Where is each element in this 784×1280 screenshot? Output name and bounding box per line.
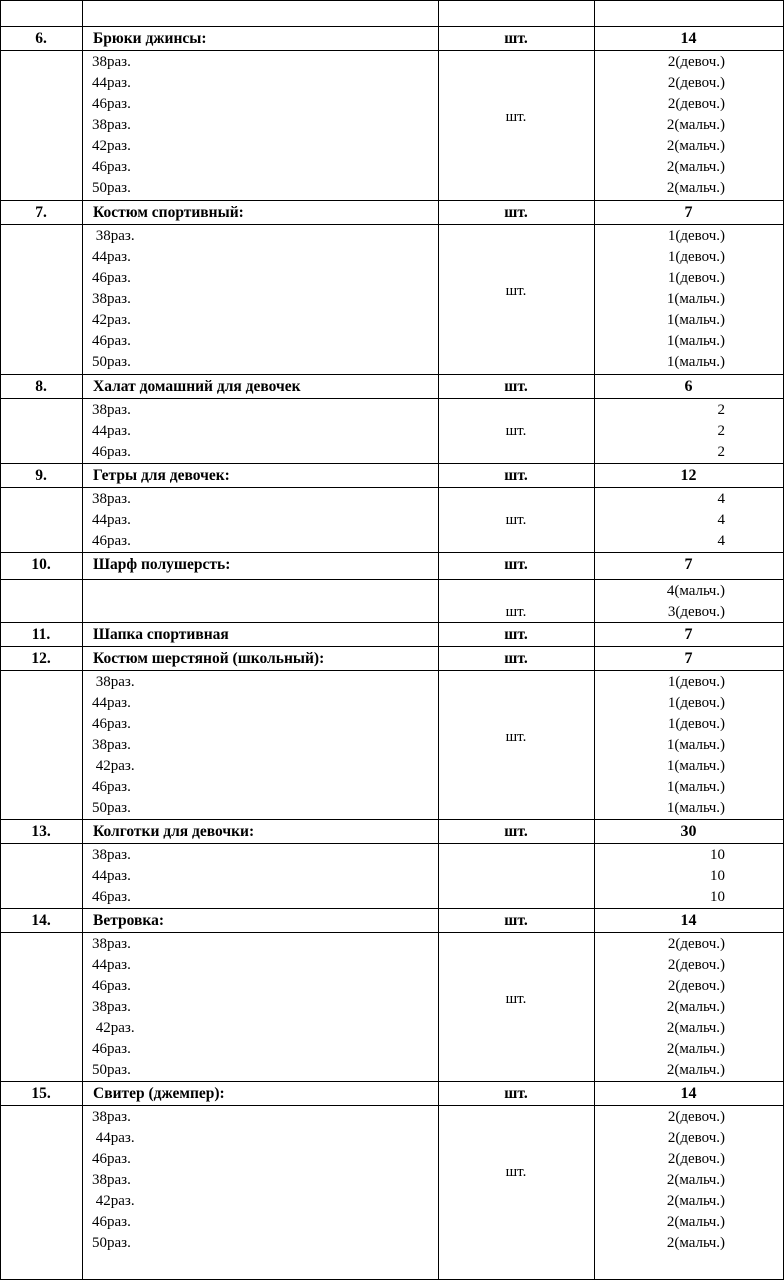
size-label: 44раз. [92,957,131,973]
item-total: 7 [684,556,693,573]
size-label: 38раз. [92,228,135,244]
table-top-rule [0,0,784,1]
row-rule [0,670,784,671]
row-rule [0,843,784,844]
quantity-value: 2(девоч.) [667,957,725,973]
item-name: Ветровка: [93,912,164,929]
item-name: Брюки джинсы: [93,30,207,47]
quantity-value: 4(мальч.) [666,583,725,599]
row-rule [0,819,784,820]
item-total: 14 [680,1085,697,1102]
item-number: 10. [31,556,51,573]
quantity-value: 1(мальч.) [666,291,725,307]
row-rule [0,1105,784,1106]
quantity-value: 2(мальч.) [666,1214,725,1230]
quantity-value: 1(мальч.) [666,779,725,795]
quantity-value: 1(мальч.) [666,354,725,370]
row-rule [0,398,784,399]
quantity-value: 2(девоч.) [667,936,725,952]
item-name: Шапка спортивная [93,626,229,643]
size-label: 42раз. [92,138,131,154]
row-rule [0,908,784,909]
size-label: 50раз. [92,1235,131,1251]
detail-unit: шт. [505,991,527,1007]
row-rule [0,646,784,647]
size-label: 46раз. [92,159,131,175]
quantity-value: 1(мальч.) [666,312,725,328]
item-number: 9. [35,467,47,484]
size-label: 42раз. [92,758,135,774]
item-unit: шт. [504,1085,528,1102]
item-total: 14 [680,30,697,47]
item-total: 7 [684,626,693,643]
quantity-value: 10 [710,889,725,905]
size-label: 44раз. [92,1130,135,1146]
quantity-value: 2(девоч.) [667,1109,725,1125]
size-label: 44раз. [92,75,131,91]
quantity-value: 2(мальч.) [666,138,725,154]
quantity-value: 2(мальч.) [666,180,725,196]
item-name: Колготки для девочки: [93,823,255,840]
item-total: 7 [684,204,693,221]
quantity-value: 2(девоч.) [667,978,725,994]
quantity-value: 10 [710,847,725,863]
item-number: 14. [31,912,51,929]
size-label: 42раз. [92,1020,135,1036]
item-number: 13. [31,823,51,840]
size-label: 50раз. [92,354,131,370]
row-rule [0,579,784,580]
item-total: 14 [680,912,697,929]
row-rule [0,1081,784,1082]
item-number: 7. [35,204,47,221]
row-rule [0,463,784,464]
size-label: 46раз. [92,716,131,732]
item-name: Свитер (джемпер): [93,1085,225,1102]
item-unit: шт. [504,467,528,484]
size-label: 38раз. [92,936,131,952]
size-label: 38раз. [92,674,135,690]
quantity-value: 1(девоч.) [667,228,725,244]
detail-unit: шт. [505,729,527,745]
quantity-value: 2(мальч.) [666,999,725,1015]
size-label: 38раз. [92,1172,131,1188]
size-label: 46раз. [92,889,131,905]
quantity-value: 2(девоч.) [667,1130,725,1146]
quantity-value: 1(девоч.) [667,695,725,711]
item-unit: шт. [504,823,528,840]
quantity-value: 2(мальч.) [666,1172,725,1188]
quantity-value: 4 [717,533,725,549]
quantity-value: 1(мальч.) [666,737,725,753]
size-label: 38раз. [92,1109,131,1125]
item-unit: шт. [504,650,528,667]
size-label: 50раз. [92,800,131,816]
size-label: 46раз. [92,1151,131,1167]
size-label: 38раз. [92,291,131,307]
size-label: 44раз. [92,249,131,265]
size-label: 38раз. [92,999,131,1015]
quantity-value: 1(девоч.) [667,674,725,690]
row-rule [0,26,784,27]
size-label: 46раз. [92,1041,131,1057]
item-number: 12. [31,650,51,667]
item-total: 7 [684,650,693,667]
row-rule [0,487,784,488]
size-label: 46раз. [92,333,131,349]
quantity-value: 1(девоч.) [667,270,725,286]
size-label: 50раз. [92,180,131,196]
item-name: Костюм шерстяной (школьный): [93,650,325,667]
detail-unit: шт. [505,423,527,439]
quantity-value: 1(девоч.) [667,249,725,265]
quantity-value: 2(девоч.) [667,1151,725,1167]
size-label: 38раз. [92,402,131,418]
quantity-value: 2(девоч.) [667,75,725,91]
row-rule [0,374,784,375]
row-rule [0,224,784,225]
detail-unit: шт. [505,109,527,125]
detail-unit: шт. [505,512,527,528]
item-unit: шт. [504,912,528,929]
size-label: 46раз. [92,270,131,286]
item-name: Шарф полушерсть: [93,556,231,573]
quantity-value: 1(мальч.) [666,333,725,349]
quantity-value: 2(мальч.) [666,1041,725,1057]
size-label: 38раз. [92,491,131,507]
size-label: 38раз. [92,737,131,753]
size-label: 46раз. [92,96,131,112]
size-label: 38раз. [92,54,131,70]
size-label: 46раз. [92,1214,131,1230]
quantity-value: 2(мальч.) [666,117,725,133]
item-unit: шт. [504,30,528,47]
item-name: Гетры для девочек: [93,467,230,484]
detail-unit: шт. [505,283,527,299]
quantity-value: 4 [717,491,725,507]
quantity-value: 2(мальч.) [666,159,725,175]
item-unit: шт. [504,204,528,221]
quantity-value: 2(девоч.) [667,96,725,112]
quantity-value: 2(мальч.) [666,1020,725,1036]
item-total: 12 [680,467,697,484]
detail-unit: шт. [505,604,527,620]
quantity-value: 2 [717,444,725,460]
quantity-value: 2 [717,402,725,418]
quantity-value: 2(мальч.) [666,1235,725,1251]
item-number: 11. [31,626,51,643]
item-number: 6. [35,30,47,47]
item-unit: шт. [504,626,528,643]
column-rule-1 [82,0,83,1280]
size-label: 46раз. [92,978,131,994]
size-label: 46раз. [92,779,131,795]
item-number: 8. [35,378,47,395]
item-number: 15. [31,1085,51,1102]
quantity-value: 1(девоч.) [667,716,725,732]
quantity-value: 1(мальч.) [666,758,725,774]
item-name: Халат домашний для девочек [93,378,301,395]
quantity-value: 1(мальч.) [666,800,725,816]
size-label: 44раз. [92,512,131,528]
size-label: 38раз. [92,847,131,863]
quantity-value: 3(девоч.) [667,604,725,620]
item-total: 6 [684,378,693,395]
quantity-value: 2(мальч.) [666,1193,725,1209]
size-label: 42раз. [92,312,131,328]
size-label: 42раз. [92,1193,135,1209]
size-label: 44раз. [92,695,131,711]
row-rule [0,932,784,933]
size-label: 44раз. [92,868,131,884]
row-rule [0,200,784,201]
item-total: 30 [680,823,697,840]
quantity-value: 2(девоч.) [667,54,725,70]
size-label: 38раз. [92,117,131,133]
quantity-value: 2 [717,423,725,439]
size-label: 46раз. [92,444,131,460]
size-label: 50раз. [92,1062,131,1078]
size-label: 44раз. [92,423,131,439]
size-label: 46раз. [92,533,131,549]
quantity-value: 2(мальч.) [666,1062,725,1078]
detail-unit: шт. [505,1164,527,1180]
quantity-value: 10 [710,868,725,884]
row-rule [0,50,784,51]
item-unit: шт. [504,556,528,573]
quantity-value: 4 [717,512,725,528]
item-name: Костюм спортивный: [93,204,244,221]
item-unit: шт. [504,378,528,395]
row-rule [0,552,784,553]
